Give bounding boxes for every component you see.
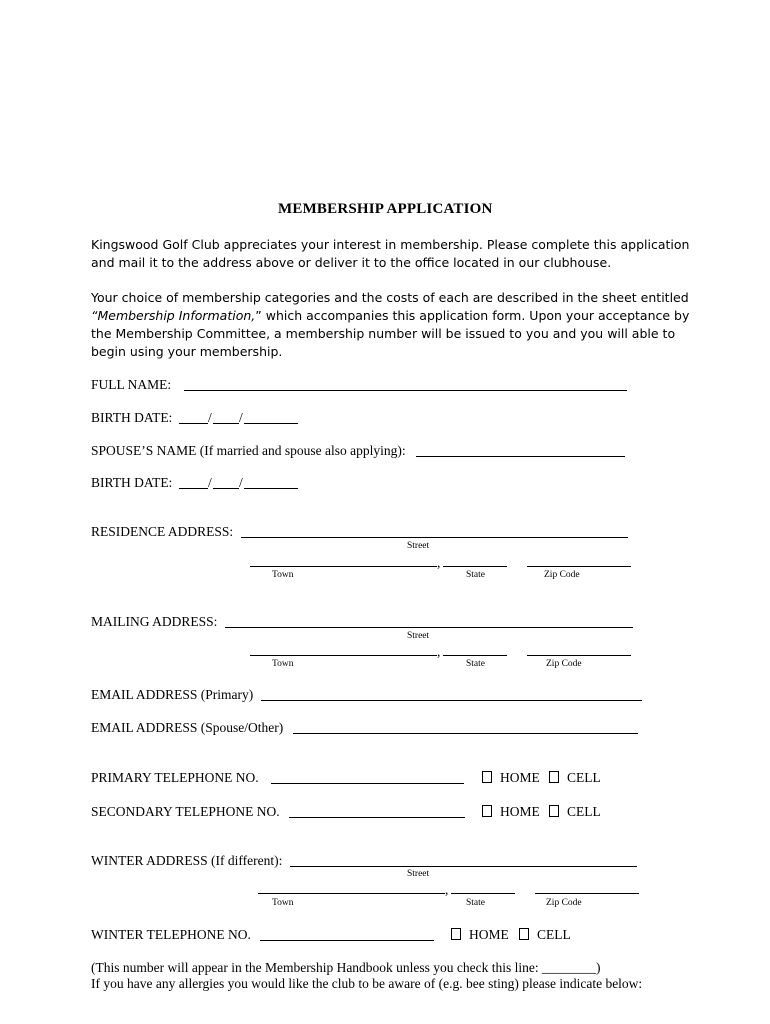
spouse-birth-day-field[interactable] — [213, 488, 239, 489]
winter-town-field[interactable] — [258, 893, 445, 894]
town-caption: Town — [272, 659, 294, 669]
winter-street-field[interactable] — [290, 866, 637, 867]
comma: , — [437, 644, 441, 659]
mailing-address-label: MAILING ADDRESS: — [91, 614, 218, 629]
zip-caption: Zip Code — [544, 570, 580, 580]
secondary-home-option[interactable] — [482, 804, 540, 820]
residence-town-field[interactable] — [250, 566, 437, 567]
page-title: MEMBERSHIP APPLICATION — [278, 201, 493, 217]
spouse-birth-date-label: BIRTH DATE: — [91, 475, 173, 490]
primary-cell-option[interactable] — [549, 770, 601, 786]
intro-paragraph-1: Kingswood Golf Club appreciates your interest in membership. Please complete this application and mail it to the address above or deliver it to the office located in our clubhouse. — [91, 237, 690, 270]
winter-address-label: WINTER ADDRESS (If different): — [91, 853, 283, 868]
checkbox-icon[interactable] — [549, 805, 559, 817]
secondary-phone-field[interactable] — [289, 817, 465, 818]
allergies-prompt: If you have any allergies you would like the club to be aware of (e.g. bee sting) please indicate below: — [91, 976, 643, 991]
birth-year-field[interactable] — [244, 423, 298, 424]
home-label: HOME — [500, 770, 540, 785]
mailing-street-field[interactable] — [225, 627, 633, 628]
mailing-state-field[interactable] — [443, 655, 507, 656]
residence-street-field[interactable] — [241, 537, 628, 538]
secondary-phone-label: SECONDARY TELEPHONE NO. — [91, 804, 280, 819]
intro-text-before: Your choice of membership categories and the costs of each are described in the sheet entitled — [91, 290, 689, 305]
state-caption: State — [466, 659, 485, 669]
birth-date-label: BIRTH DATE: — [91, 410, 173, 425]
birth-day-field[interactable] — [213, 423, 239, 424]
state-caption: State — [466, 898, 485, 908]
checkbox-icon[interactable] — [549, 771, 559, 783]
residence-state-field[interactable] — [443, 566, 507, 567]
date-separator: / — [208, 410, 212, 425]
residence-address-label: RESIDENCE ADDRESS: — [91, 524, 234, 539]
spouse-name-label: SPOUSE’S NAME (If married and spouse also applying): — [91, 443, 406, 458]
winter-zip-field[interactable] — [535, 893, 639, 894]
home-label: HOME — [469, 927, 509, 942]
winter-home-option[interactable] — [451, 927, 509, 943]
street-caption: Street — [407, 541, 430, 551]
checkbox-icon[interactable] — [451, 928, 461, 940]
intro-text-after: ” which accompanies this application form. Upon your acceptance by the Membership Committee, a membership number will be issued to you and you will able to begin using your membership. — [91, 308, 690, 359]
secondary-cell-option[interactable] — [549, 804, 601, 820]
intro-italic-title: “Membership Information, — [91, 308, 256, 323]
street-caption: Street — [407, 631, 430, 641]
date-separator: / — [208, 475, 212, 490]
mailing-town-field[interactable] — [250, 655, 437, 656]
mailing-zip-field[interactable] — [527, 655, 631, 656]
zip-caption: Zip Code — [546, 898, 582, 908]
email-spouse-field[interactable] — [293, 733, 638, 734]
cell-label: CELL — [567, 770, 601, 785]
street-caption: Street — [407, 869, 430, 879]
zip-caption: Zip Code — [546, 659, 582, 669]
winter-cell-option[interactable] — [519, 927, 571, 943]
winter-phone-label: WINTER TELEPHONE NO. — [91, 927, 251, 942]
cell-label: CELL — [537, 927, 571, 942]
full-name-field[interactable] — [184, 390, 627, 391]
town-caption: Town — [272, 898, 294, 908]
primary-phone-label: PRIMARY TELEPHONE NO. — [91, 770, 259, 785]
checkbox-icon[interactable] — [482, 771, 492, 783]
comma: , — [445, 882, 449, 897]
primary-home-option[interactable] — [482, 770, 540, 786]
town-caption: Town — [272, 570, 294, 580]
spouse-birth-month-field[interactable] — [179, 488, 208, 489]
state-caption: State — [466, 570, 485, 580]
residence-zip-field[interactable] — [527, 566, 631, 567]
email-primary-label: EMAIL ADDRESS (Primary) — [91, 687, 254, 702]
winter-phone-field[interactable] — [260, 940, 434, 941]
home-label: HOME — [500, 804, 540, 819]
checkbox-icon[interactable] — [519, 928, 529, 940]
primary-phone-field[interactable] — [271, 783, 464, 784]
spouse-name-field[interactable] — [416, 456, 625, 457]
spouse-birth-year-field[interactable] — [244, 488, 298, 489]
email-spouse-label: EMAIL ADDRESS (Spouse/Other) — [91, 720, 284, 735]
birth-month-field[interactable] — [179, 423, 208, 424]
handbook-note: (This number will appear in the Membership Handbook unless you check this line: ________) — [91, 960, 601, 975]
date-separator: / — [239, 475, 243, 490]
date-separator: / — [239, 410, 243, 425]
winter-state-field[interactable] — [451, 893, 515, 894]
full-name-label: FULL NAME: — [91, 377, 172, 392]
email-primary-field[interactable] — [261, 700, 642, 701]
intro-paragraph-2 — [91, 289, 691, 361]
comma: , — [437, 555, 441, 570]
cell-label: CELL — [567, 804, 601, 819]
checkbox-icon[interactable] — [482, 805, 492, 817]
